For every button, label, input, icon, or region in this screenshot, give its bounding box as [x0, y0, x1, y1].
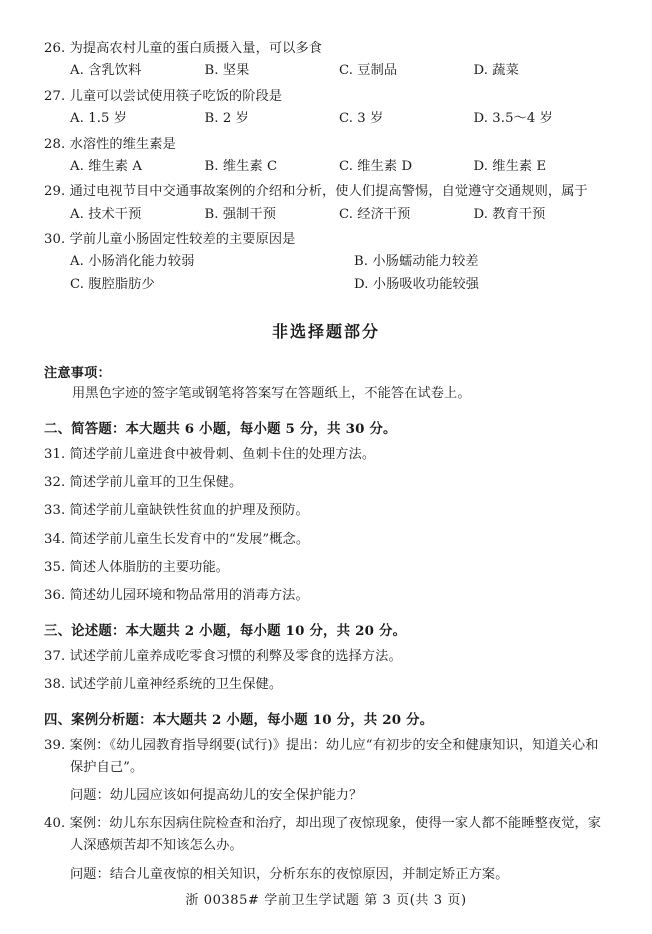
question-stem: 29. 通过电视节目中交通事故案例的介绍和分析，使人们提高警惕，自觉遵守交通规则，属于	[44, 184, 588, 200]
option-b: B. 坚果	[204, 63, 250, 79]
part-three-heading: 三、论述题：本大题共 2 小题，每小题 10 分，共 20 分。	[44, 622, 407, 639]
option-c: C. 腹腔脂肪少	[70, 276, 155, 292]
notice-text: 用黑色字迹的签字笔或钢笔将答案写在答题纸上，不能答在试卷上。	[72, 386, 471, 402]
question-30	[44, 229, 608, 295]
option-row	[44, 108, 608, 129]
case-39-body: 39. 案例：《幼儿园教育指导纲要(试行)》提出：幼儿应“有初步的安全和健康知识，知道关心和保护自己”。	[44, 737, 599, 775]
option-row	[44, 274, 608, 295]
option-row	[44, 251, 608, 272]
case-40-question: 问题：结合儿童夜惊的相关知识，分析东东的夜惊原因，并制定矫正方案。	[70, 866, 509, 882]
option-c: C. 维生素 D	[339, 158, 413, 174]
part-two-item-36: 36. 简述幼儿园环境和物品常用的消毒方法。	[44, 588, 309, 604]
part-two-item-32: 32. 简述学前儿童耳的卫生保健。	[44, 474, 243, 490]
option-d: D. 维生素 E	[473, 158, 547, 174]
part-three-item-37: 37. 试述学前儿童养成吃零食习惯的利弊及零食的选择方法。	[44, 648, 402, 664]
question-stem: 26. 为提高农村儿童的蛋白质摄入量，可以多食	[44, 41, 323, 56]
question-27	[44, 86, 608, 130]
option-b: B. 2 岁	[204, 111, 249, 127]
part-two-item-34: 34. 简述学前儿童生长发育中的“发展”概念。	[44, 531, 310, 547]
option-row	[44, 156, 608, 177]
part-two-item-35: 35. 简述人体脂肪的主要功能。	[44, 560, 230, 575]
case-40-body: 40. 案例：幼儿东东因病住院检查和治疗，却出现了夜惊现象，使得一家人都不能睡整夜觉，家人深感烦苦却不知该怎么办。	[44, 816, 602, 854]
option-c: C. 3 岁	[339, 111, 384, 127]
section-title: 非选择题部分	[271, 322, 380, 342]
page-footer: 浙 00385# 学前卫生学试题 第 3 页(共 3 页)	[185, 893, 467, 908]
option-b: B. 小肠蠕动能力较差	[354, 254, 479, 270]
part-two-item-33: 33. 简述学前儿童缺铁性贫血的护理及预防。	[44, 503, 309, 519]
option-d: D. 教育干预	[473, 206, 546, 222]
option-row	[44, 60, 608, 81]
option-a: A. 技术干预	[70, 206, 142, 222]
question-28	[44, 134, 608, 178]
notice-label: 注意事项：	[44, 366, 111, 382]
question-stem: 27. 儿童可以尝试使用筷子吃饭的阶段是	[44, 88, 283, 104]
part-two-item-31: 31. 简述学前儿童进食中被骨刺、鱼刺卡住的处理方法。	[44, 446, 376, 462]
option-a: A. 小肠消化能力较弱	[70, 254, 195, 270]
part-three-item-38: 38. 试述学前儿童神经系统的卫生保健。	[44, 677, 283, 693]
option-c: C. 经济干预	[339, 206, 411, 222]
part-four-heading: 四、案例分析题：本大题共 2 小题，每小题 10 分，共 20 分。	[44, 711, 434, 728]
option-d: D. 3.5～4 岁	[473, 111, 553, 127]
option-a: A. 含乳饮料	[70, 63, 142, 79]
option-c: C. 豆制品	[339, 63, 398, 79]
case-39-question: 问题：幼儿园应该如何提高幼儿的安全保护能力？	[70, 787, 363, 803]
question-stem: 28. 水溶性的维生素是	[44, 136, 176, 152]
option-b: B. 维生素 C	[204, 158, 278, 174]
question-stem: 30. 学前儿童小肠固定性较差的主要原因是	[44, 232, 296, 247]
option-d: D. 小肠吸收功能较强	[354, 276, 480, 292]
option-row	[44, 204, 608, 225]
option-a: A. 维生素 A	[70, 158, 142, 174]
option-b: B. 强制干预	[204, 206, 277, 222]
option-d: D. 蔬菜	[473, 63, 519, 79]
question-29	[44, 181, 608, 225]
question-26	[44, 38, 608, 82]
part-two-heading: 二、简答题：本大题共 6 小题，每小题 5 分，共 30 分。	[44, 420, 397, 437]
option-a: A. 1.5 岁	[70, 111, 128, 127]
